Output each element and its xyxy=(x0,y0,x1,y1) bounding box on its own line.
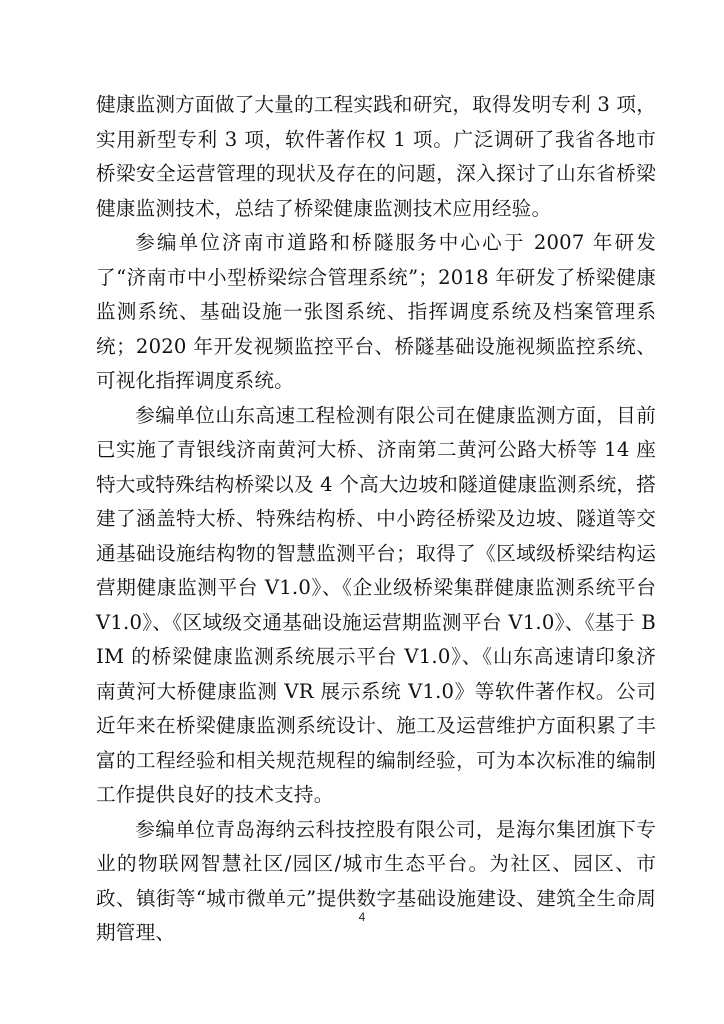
paragraph-continuation: 健康监测方面做了大量的工程实践和研究，取得发明专利 3 项，实用新型专利 3 项，软件著作权 1 项。广泛调研了我省各地市桥梁安全运营管理的现状及存在的问题，深入探讨了山东省桥梁健康监测技术，总结了桥梁健康监测技术应用经验。 xyxy=(96,93,656,220)
paragraph-jinan-road-bridge-center: 参编单位济南市道路和桥隧服务中心心于 2007 年研发了“济南市中小型桥梁综合管理系统”；2018 年研发了桥梁健康监测系统、基础设施一张图系统、指挥调度系统及档案管理系统；2020 年开发视频监控平台、桥隧基础设施视频监控系统、可视化指挥调度系统。 xyxy=(96,231,656,392)
paragraph-shandong-hi-speed-testing: 参编单位山东高速工程检测有限公司在健康监测方面，目前已实施了青银线济南黄河大桥、济南第二黄河公路大桥等 14 座特大或特殊结构桥梁以及 4 个高大边坡和隧道健康监测系统，搭建了涵盖特大桥、特殊结构桥、中小跨径桥梁及边坡、隧道等交通基础设施结构物的智慧监测平台；取得了《区域级桥梁结构运营期健康监测平台 V1.0》、《企业级桥梁集群健康监测系统平台 V1.0》、《区域级交通基础设施运营期监测平台 V1.0》、《基于 BIM 的桥梁健康监测系统展示平台 V1.0》、《山东高速请印象济南黄河大桥健康监测 VR 展示系统 V1.0》等软件著作权。公司近年来在桥梁健康监测系统设计、施工及运营维护方面积累了丰富的工程经验和相关规范规程的编制经验，可为本次标准的编制工作提供良好的技术支持。 xyxy=(96,403,656,806)
body-text xyxy=(96,88,656,951)
paragraph-qingdao-hainayun: 参编单位青岛海纳云科技控股有限公司，是海尔集团旗下专业的物联网智慧社区/园区/城市生态平台。为社区、园区、市政、镇街等“城市微单元”提供数字基础设施建设、建筑全生命周期管理、 xyxy=(96,817,656,944)
page-number: 4 xyxy=(358,910,366,924)
